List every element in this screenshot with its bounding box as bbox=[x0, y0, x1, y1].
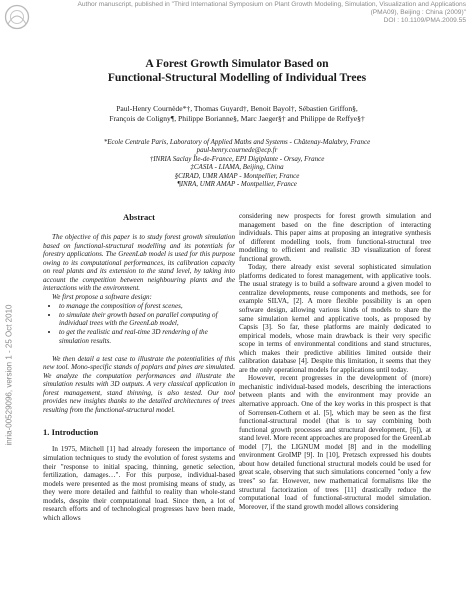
author-email: paul-henry.cournede@ecp.fr bbox=[196, 146, 278, 155]
authors-line-1: Paul-Henry Cournède*†, Thomas Guyard†, Benoit Bayol†, Sébastien Griffon§, bbox=[116, 104, 358, 113]
banner-line-2: (PMA09), Beijing : China (2009)" bbox=[370, 9, 466, 16]
body-paragraph-1: considering new prospects for forest growth simulation and management based on the fine description of interacting individuals. This paper aims at proposing an integrative synthesis of different modelling tools, from functional-structural tree modelling to efficient and realistic 3D visualization of forest functional growth. bbox=[239, 212, 431, 263]
abstract-bullet-list bbox=[43, 302, 235, 345]
publication-banner bbox=[36, 1, 466, 25]
affiliations bbox=[40, 138, 434, 188]
banner-line-3: DOI : 10.1109/PMA.2009.55 bbox=[383, 17, 466, 24]
right-column bbox=[239, 212, 431, 511]
archive-side-stamp bbox=[4, 300, 14, 450]
side-stamp-text: inria-00529096, version 1 - 25 Oct 2010 bbox=[4, 304, 14, 446]
paper-title bbox=[40, 57, 434, 85]
affiliation-inria: †INRIA Saclay Île-de-France, EPI Digiplante - Orsay, France bbox=[149, 154, 325, 163]
abstract-paragraph-2: We first propose a software design: bbox=[52, 292, 152, 301]
abstract-bullet: • to simulate their growth based on parallel computing of individual trees with the GreenLab model, bbox=[59, 311, 235, 328]
title-line-2: Functional-Structural Modelling of Individual Trees bbox=[107, 71, 367, 84]
affiliation-casia: ‡CASIA - LIAMA, Beijing, China bbox=[190, 163, 284, 172]
abstract-paragraph-3: We then detail a test case to illustrate the potentialities of this new tool. Mono-specific stands of poplars and pines are simulated. We analyze the computation performances and illustrate the simulation results with 3D outputs. A very classical application in forest management, stand thinning, is also tested. Our tool provides new insights thanks to the detailed architectures of trees resulting from the functional-structural model. bbox=[43, 354, 235, 414]
affiliation-inra: ¶INRA, UMR AMAP - Montpellier, France bbox=[177, 180, 297, 189]
abstract-heading: Abstract bbox=[123, 212, 155, 222]
author-list bbox=[40, 104, 434, 124]
abstract-paragraph-1: The objective of this paper is to study forest growth simulation based on functional-structural modelling and its potentials for forestry applications. The GreenLab model is used for this purpose owing to its computational performances, its calibration capacity on real plants and its extension to the stand level, by taking into account the competition between neighbouring plants and the interactions with the environment. bbox=[43, 233, 235, 293]
body-paragraph-3: However, recent progresses in the development of (more) mechanistic individual-based models, describing the interactions between plants and with the environment may provide an alternative approach. One of the key works in this prospect is that of Sorrensen-Cothern et al. [5], which may be seen as the first functional-structural model (that is to say combining both functional growth processes and structural development, [6]), at stand level. More recent approaches are proposed for the GreenLab model [7], the LIGNUM model [8] and in the modelling environment GroIMP [9]. In [10], Pretzsch expressed his doubts about how detailed functional structural models could be used for great scale, observing that such simulations concerned "only a few trees" so far. However, new mathematical formalisms like the structural factorization of trees [11] drastically reduce the computational load of functional-structural model simulation. Moreover, if the stand growth model allows considering bbox=[239, 374, 431, 511]
abstract-body bbox=[43, 233, 235, 414]
body-paragraph-2: Today, there already exist several sophisticated simulation platforms dedicated to forest management, with applicative tools. The usual strategy is to build a software around a given model to centralize developments, reuse components and methods, see for example SILVA, [2]. A more flexible possibility is an open software design, allowing various kinds of models to share the same simulation kernel and applicative tools, as proposed by Capsis [3]. So far, these platforms are mainly dedicated to empirical models, whose main drawback is their very specific scope in terms of environmental conditions and stand structures, which makes their predictive abilities limited outside their calibration database [4]. Despite this limitation, it seems that they are the only operational models for applications until today. bbox=[239, 263, 431, 374]
title-line-1: A Forest Growth Simulator Based on bbox=[145, 57, 329, 70]
introduction-heading: 1. Introduction bbox=[43, 427, 99, 438]
abstract-bullet: • to manage the composition of forest scenes, bbox=[59, 302, 235, 311]
authors-line-2: François de Coligny¶, Philippe Borianne§, Marc Jaeger§† and Philippe de Reffye§† bbox=[109, 114, 365, 123]
banner-line-1: Author manuscript, published in "Third International Symposium on Plant Growth Modeling, Simulation, Visualization and Applications bbox=[77, 1, 466, 8]
abstract-bullet: • to get the realistic and real-time 3D rendering of the simulation results. bbox=[59, 328, 235, 345]
affiliation-cirad: §CIRAD, UMR AMAP - Montpellier, France bbox=[174, 171, 300, 180]
affiliation-ecp: *Ecole Centrale Paris, Laboratory of Applied Maths and Systems - Châtenay-Malabry, France bbox=[103, 138, 371, 146]
introduction-paragraph-1: In 1975, Mitchell [1] had already foreseen the importance of simulation techniques to study the evolution of forest systems and their "response to initial spacing, thinning, genetic selection, fertilization, damages…". For this purpose, individual-based models were presented as the most promising means of study, as they were more detailed and faithful to reality than whole-stand models, despite their computational load. Since then, a lot of research efforts and of technological progresses have been made, which allows bbox=[43, 445, 235, 522]
left-column bbox=[43, 212, 235, 522]
hal-logo-icon bbox=[4, 4, 30, 30]
